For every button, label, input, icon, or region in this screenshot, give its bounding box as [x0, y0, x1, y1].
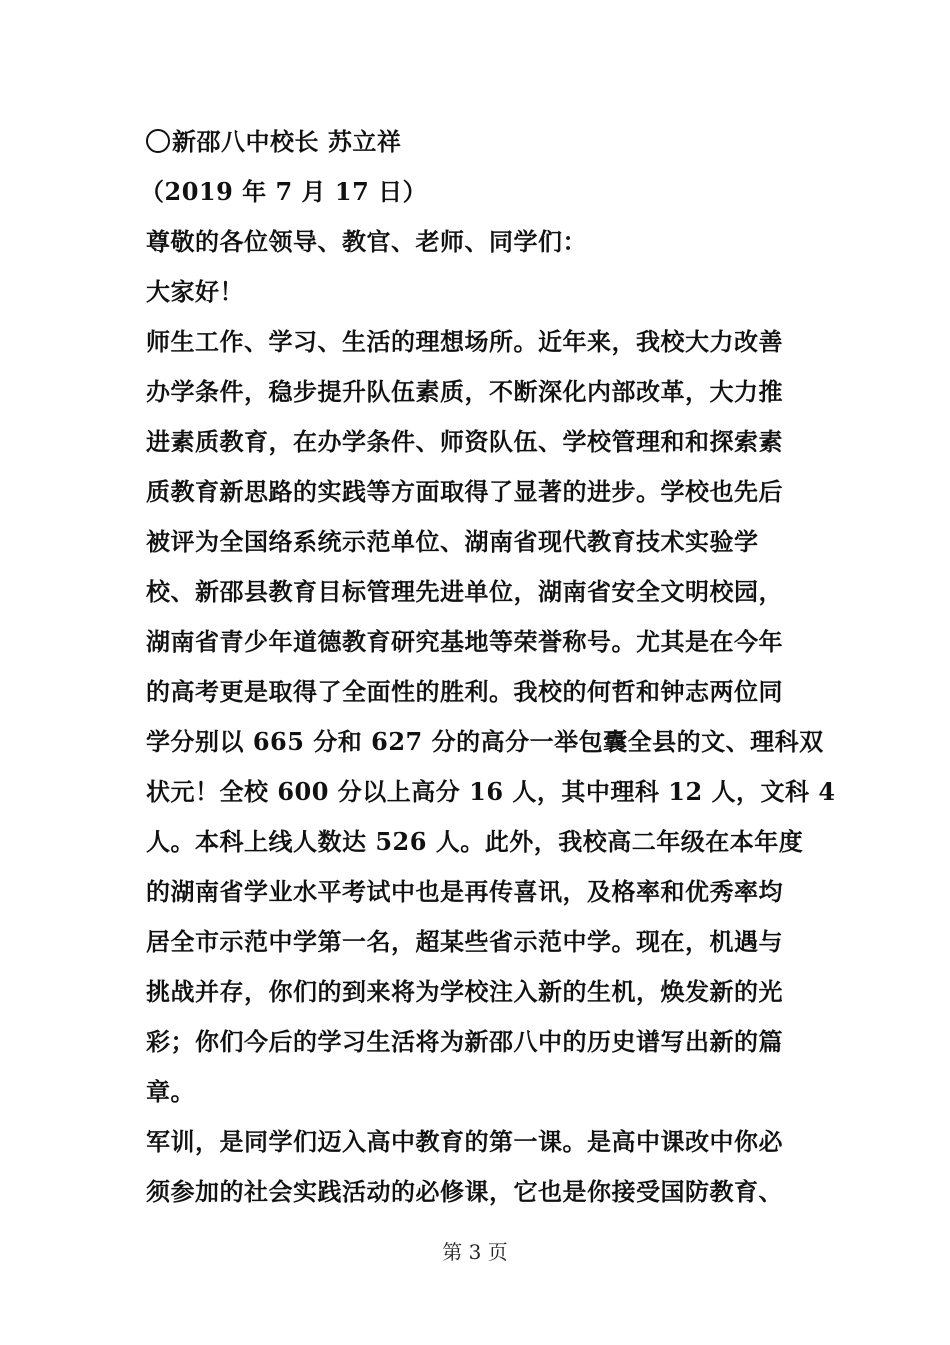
body-line: 须参加的社会实践活动的必修课，它也是你接受国防教育、	[146, 1177, 783, 1206]
body-line: 办学条件，稳步提升队伍素质，不断深化内部改革，大力推	[146, 377, 783, 406]
body-line: 质教育新思路的实践等方面取得了显著的进步。学校也先后	[146, 477, 783, 506]
body-line: 人。本科上线人数达 526 人。此外，我校高二年级在本年度	[146, 827, 804, 856]
body-line: 彩；你们今后的学习生活将为新邵八中的历史谱写出新的篇	[146, 1027, 783, 1056]
body-line: 状元！全校 600 分以上高分 16 人，其中理科 12 人，文科 4	[146, 777, 836, 806]
greeting: 大家好！	[146, 277, 244, 306]
body-line: 被评为全国络系统示范单位、湖南省现代教育技术实验学	[146, 527, 759, 556]
body-line: 校、新邵县教育目标管理先进单位，湖南省安全文明校园，	[146, 577, 783, 606]
body-line: 进素质教育，在办学条件、师资队伍、学校管理和和探索素	[146, 427, 783, 456]
body-line: 军训，是同学们迈入高中教育的第一课。是高中课改中你必	[146, 1127, 783, 1156]
body-line: 挑战并存，你们的到来将为学校注入新的生机，焕发新的光	[146, 977, 783, 1006]
body-line: 章。	[146, 1077, 195, 1106]
page-number: 第 3 页	[442, 1240, 508, 1264]
body-line: 学分别以 665 分和 627 分的高分一举包囊全县的文、理科双	[146, 727, 824, 756]
author-text: 新邵八中校长 苏立祥	[172, 127, 402, 156]
body-line: 居全市示范中学第一名，超某些省示范中学。现在，机遇与	[146, 927, 783, 956]
body-line: 湖南省青少年道德教育研究基地等荣誉称号。尤其是在今年	[146, 627, 783, 656]
author-line	[146, 126, 816, 158]
date-line: （2019 年 7 月 17 日）	[140, 177, 428, 206]
body-line: 的高考更是取得了全面性的胜利。我校的何哲和钟志两位同	[146, 677, 783, 706]
body-line: 师生工作、学习、生活的理想场所。近年来，我校大力改善	[146, 327, 783, 356]
circle-mark-icon	[146, 129, 170, 153]
body-line: 的湖南省学业水平考试中也是再传喜讯，及格率和优秀率均	[146, 877, 783, 906]
salutation: 尊敬的各位领导、教官、老师、同学们：	[146, 227, 587, 256]
